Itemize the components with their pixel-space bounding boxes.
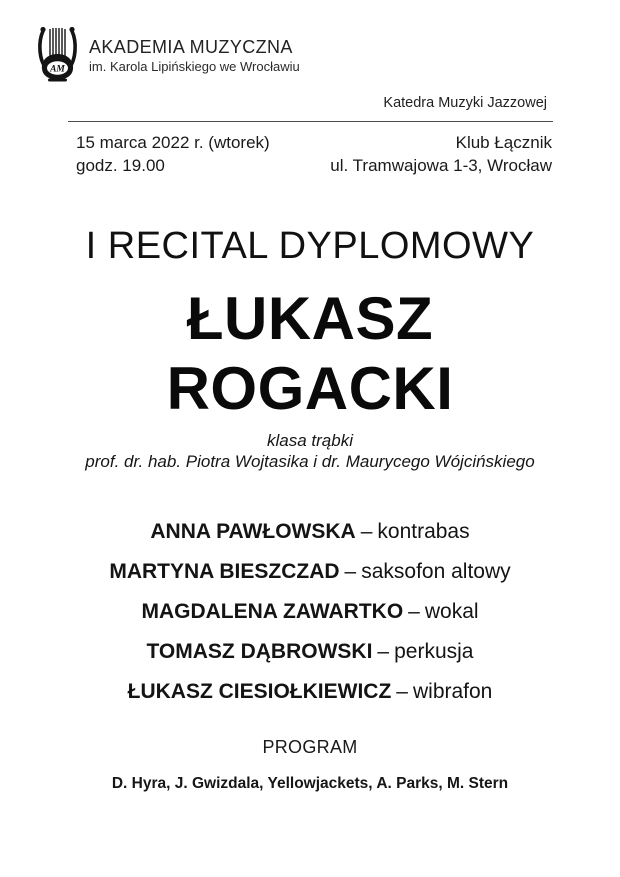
- musician-name: TOMASZ DĄBROWSKI: [146, 640, 373, 663]
- musician-name: ANNA PAWŁOWSKA: [150, 520, 356, 543]
- academy-header: [0, 0, 620, 82]
- event-address: ul. Tramwajowa 1-3, Wrocław: [330, 156, 552, 175]
- musician-name: MARTYNA BIESZCZAD: [109, 560, 340, 583]
- musician-separator: –: [408, 600, 420, 623]
- logo-monogram-text: AM: [50, 64, 65, 75]
- musician-name: MAGDALENA ZAWARTKO: [141, 600, 404, 623]
- performer-last-name: ROGACKI: [166, 355, 454, 422]
- program-composers: D. Hyra, J. Gwizdala, Yellowjackets, A. Parks, M. Stern: [111, 775, 509, 792]
- musician-instrument: wokal: [424, 600, 479, 623]
- event-info-row: [76, 131, 552, 177]
- class-info: [0, 430, 620, 472]
- musician-instrument: kontrabas: [377, 520, 470, 543]
- event-date: 15 marca 2022 r. (wtorek): [76, 133, 270, 152]
- event-date-time: [76, 131, 270, 177]
- musician-instrument: saksofon altowy: [361, 560, 511, 583]
- musician-separator: –: [344, 560, 357, 583]
- department-label: Katedra Muzyki Jazzowej: [383, 95, 547, 111]
- musician-separator: –: [396, 680, 408, 703]
- musician-row: [0, 639, 620, 664]
- musician-row: [0, 679, 620, 704]
- program-heading: PROGRAM: [262, 737, 358, 757]
- recital-title: I RECITAL DYPLOMOWY: [85, 225, 535, 267]
- academy-subtitle: im. Karola Lipińskiego we Wrocławiu: [89, 58, 300, 74]
- class-info-line1: klasa trąbki: [267, 431, 353, 450]
- event-time: godz. 19.00: [76, 156, 165, 175]
- musician-separator: –: [360, 520, 373, 543]
- lyre-logo-icon: [35, 22, 80, 82]
- musician-row: [0, 559, 620, 584]
- academy-logo-text: [89, 30, 300, 75]
- performer-first-name: ŁUKASZ: [186, 285, 434, 352]
- event-venue: Klub Łącznik: [455, 133, 552, 152]
- musician-name: ŁUKASZ CIESIOŁKIEWICZ: [127, 680, 392, 703]
- musician-row: [0, 519, 620, 544]
- musician-separator: –: [377, 640, 390, 663]
- musician-instrument: perkusja: [394, 640, 474, 663]
- musicians-list: [0, 519, 620, 704]
- divider-rule: [68, 121, 553, 122]
- performer-name: [0, 284, 620, 424]
- musician-instrument: wibrafon: [412, 680, 493, 703]
- academy-name: AKADEMIA MUZYCZNA: [89, 36, 293, 57]
- class-info-line2: prof. dr. hab. Piotra Wojtasika i dr. Maurycego Wójcińskiego: [85, 452, 535, 471]
- musician-row: [0, 599, 620, 624]
- event-venue-address: [330, 131, 552, 177]
